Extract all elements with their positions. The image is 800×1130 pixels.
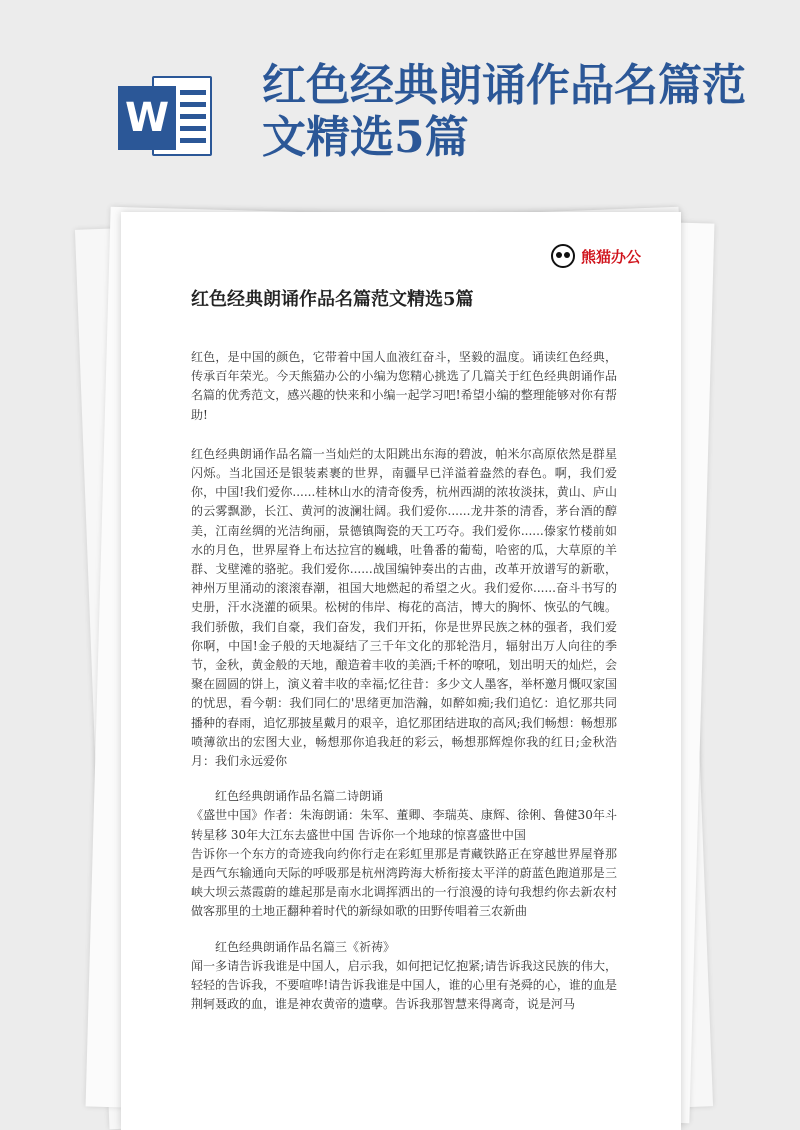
document-title: 红色经典朗诵作品名篇范文精选5篇 — [191, 289, 474, 310]
intro-paragraph: 红色，是中国的颜色，它带着中国人血液红奋斗，坚毅的温度。诵读红色经典，传承百年荣光。今天熊猫办公的小编为您精心挑选了几篇关于红色经典朗诵作品名篇的优秀范文，感兴趣的快来和小编一起学习吧!希望小编的整理能够对你有帮助! — [191, 350, 617, 422]
brand-logo — [551, 244, 641, 268]
document-body — [191, 348, 617, 1015]
document-page — [121, 212, 681, 1130]
piece-two-body: 告诉你一个东方的奇迹我向约你行走在彩虹里那是青藏铁路正在穿越世界屋脊那是西气东输通向天际的呼吸那是杭州湾跨海大桥衔接太平洋的蔚蓝色跑道那是三峡大坝云蒸霞蔚的雄起那是南水北调挥洒出的一行浪漫的诗句我想约你去新农村做客那里的土地正翻种着时代的新绿如歌的田野传唱着三农新曲 — [191, 846, 617, 919]
piece-two-heading: 红色经典朗诵作品名篇二诗朗诵 — [215, 789, 384, 804]
piece-three-body: 闻一多请告诉我谁是中国人，启示我，如何把记忆抱紧;请告诉我这民族的伟大，轻轻的告诉我，不要喧哗!请告诉我谁是中国人，谁的心里有尧舜的心，谁的血是荆轲聂政的血，谁是神农黄帝的遗孽。告诉我那智慧来得离奇，说是河马 — [191, 958, 617, 1012]
page-title: 红色经典朗诵作品名篇范文精选5篇 — [262, 60, 746, 163]
piece-one-paragraph: 红色经典朗诵作品名篇一当灿烂的太阳跳出东海的碧波，帕米尔高原依然是群星闪烁。当北国还是银装素裹的世界，南疆早已洋溢着盎然的春色。啊，我们爱你，中国!我们爱你......桂林山水的清奇俊秀，杭州西湖的浓妆淡抹，黄山、庐山的云雾飘渺，长江、黄河的波澜壮阔。我们爱你......龙井茶的清香，茅台酒的醇美，江南丝绸的光洁绚丽，景德镇陶瓷的天工巧夺。我们爱你......傣家竹楼前如水的月色，世界屋脊上布达拉宫的巍峨，吐鲁番的葡萄，哈密的瓜，大草原的羊群、戈壁滩的骆驼。我们爱你......战国编钟奏出的古曲，改革开放谱写的新歌，神州万里涌动的滚滚春潮，祖国大地燃起的希望之火。我们爱你......奋斗书写的史册，汗水浇灌的硕果。松树的伟岸、梅花的高洁，博大的胸怀、恢弘的气魄。我们骄傲，我们自豪，我们奋发，我们开拓，你是世界民族之林的强者，我们爱你啊，中国!金子般的天地凝结了三千年文化的那轮浩月，辐射出万人向往的季节，金秋，黄金般的天地，酿造着丰收的美酒;千杯的嘹吼，划出明天的灿烂，会聚在圆圆的饼上，演义着丰收的幸福;忆往昔：多少文人墨客，举杯邀月慨叹家国的忧思，看今朝：我们同仁的'思绪更加浩瀚，如醉如痴;我们追忆：追忆那共同播种的春雨，追忆那披星戴月的艰辛，追忆那团结进取的高风;我们畅想：畅想那喷薄欲出的宏图大业，畅想那你追我赶的彩云，畅想那辉煌你我的红日;金秋浩月：我们永远爱你 — [191, 446, 617, 769]
word-letter-badge: W — [118, 86, 176, 150]
piece-two-credit: 《盛世中国》作者：朱海朗诵：朱军、董卿、李瑞英、康辉、徐俐、鲁健30年斗转星移 30年大江东去盛世中国 告诉你一个地球的惊喜盛世中国 — [191, 808, 617, 842]
brand-logo-text: 熊猫办公 — [580, 247, 641, 266]
word-document-icon — [118, 62, 214, 170]
panda-icon — [551, 244, 575, 268]
piece-three-heading: 红色经典朗诵作品名篇三《祈祷》 — [215, 939, 396, 954]
